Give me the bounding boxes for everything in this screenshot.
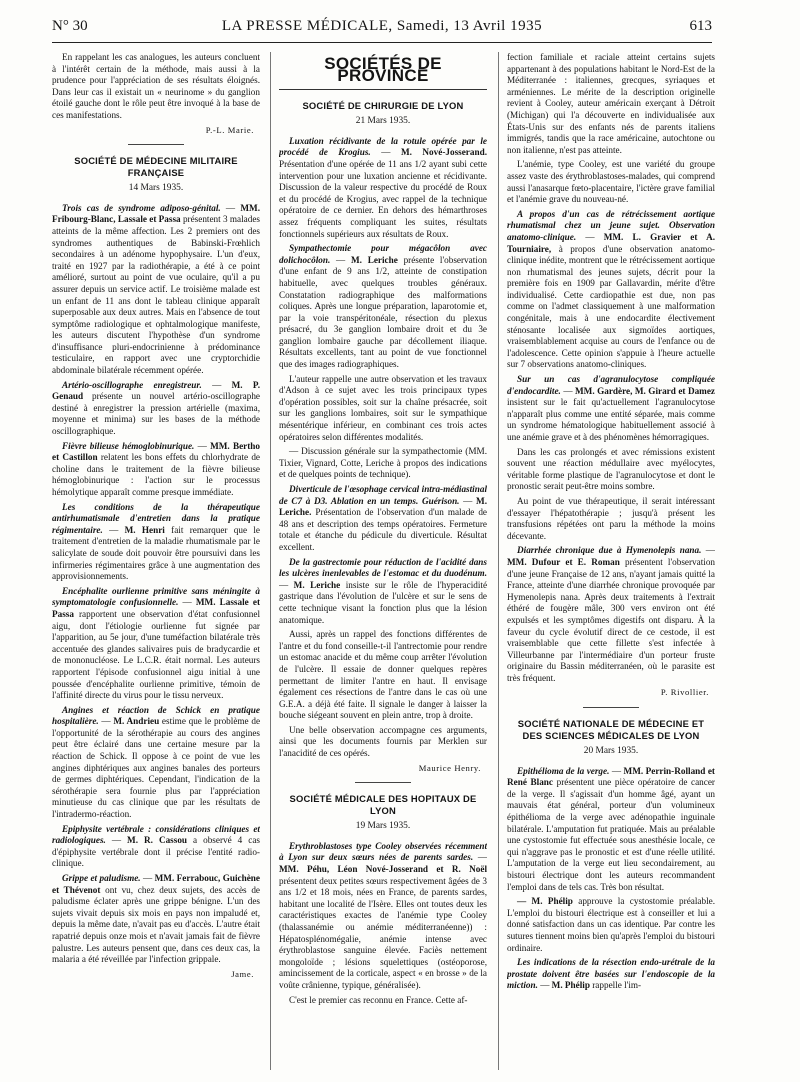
report-list — [507, 209, 715, 685]
report-authors: MM. Lassale et Passa — [52, 597, 260, 619]
report-body: estime que le problème de l'opportunité de la sérothérapie au cours des angines peut être éclairé dans une certaine mesure par la réaction de Schick. Il oppose à ce point de vue les angines diphtériques aux angines banales des porteurs de germes diphtériques. Cependant, l'indication de la sérothérapie sera fournie plus par l'appréciation minutieuse du cas clinique que par les résultats de l'intradermo-réaction. — [52, 716, 260, 820]
report-item — [279, 446, 487, 481]
session-date: 14 Mars 1935. — [128, 183, 184, 194]
report-authors: M. Leriche. — [279, 495, 487, 518]
dash: — — [537, 980, 552, 991]
report-body: relatent les bons effets du chlorhydrate de choline dans le traitement de la fièvre bilieuse hémoglobinurique : l'action sur le processus hémolytique apparaît comme presque immédiate. — [52, 452, 260, 497]
report-list — [279, 136, 487, 760]
report-body: Au point de vue thérapeutique, il serait intéressant d'essayer l'hépatothérapie ; jusqu'à présent les transfusions répétées ont paru la méthode la moins décevante. — [507, 495, 715, 541]
report-body: Présentation de l'observation d'un malade de 48 ans et description des temps opératoires. Fermeture totale et étanche du pédicule du diverticule. Résultat excellent. — [279, 507, 487, 552]
report-authors: MM. Ferrabouc, Guichène et Thévenot — [52, 873, 260, 895]
report-authors: M. Leriche — [351, 254, 398, 265]
report-title: Diarrhée chronique due à Hymenolepis nana. — [517, 545, 702, 556]
dash: — — [330, 254, 351, 265]
report-item — [279, 557, 487, 627]
report-authors: — M. Phélip — [517, 896, 573, 907]
report-body: Dans les cas prolongés et avec rémissions existent souvent une réaction médullaire avec myélocytes, véritable forme plastique de l'agranulocytose et dont le pronostic serait peut-être moins sombre. — [507, 446, 715, 492]
paragraph: En rappelant les cas analogues, les auteurs concluent à l'intérêt certain de la méthode, mais aussi à la prudence pour l'appréciation de ses résultats éloignés. Dans leur cas il existait un « neurinome » du ganglion étoilé gauche dont le rôle peut être invoqué à la base de ces manifestations. — [52, 52, 260, 120]
report-title: Erythroblastoses type Cooley observées récemment à Lyon sur deux sœurs nées de parents sardes. — [279, 840, 487, 863]
report-item — [279, 136, 487, 240]
dash: — — [279, 579, 294, 590]
page-header — [52, 18, 712, 43]
report-title: Sympathectomie pour mégacôlon avec dolichocôlon. — [279, 243, 487, 265]
dash: — — [370, 147, 401, 158]
report-title: Diverticule de l'œsophage cervical intra-médiastinal de C7 à D3. Ablation en un temps. Guérison. — [279, 484, 487, 506]
report-item — [279, 484, 487, 554]
report-body: présentent une pièce opératoire de cancer de la verge. Il s'agissait d'un homme âgé, ayant un mauvais état général, porteur d'un volumineux épithélioma de la verge avec adénopathie inguinale bilatérale. L'amputation fut pratiquée. Mais au préalable une cystostomie fut effectuée sous anesthésie locale, ce qui n'aggrave pas le pronostic et est d'une réelle utilité. L'amputation de la verge eut lieu secondairement, au bistouri électrique dont les auteurs recommandent l'emploi dans de tels cas. Très bon résultat. — [507, 777, 715, 892]
page-number: 613 — [689, 18, 712, 34]
report-body: ont vu, chez deux sujets, des accès de paludisme éclater après une grippe bénigne. L'un des sujets vivait depuis six mois en pays non impaludé et, depuis la même date, n'avait pas eu d'accès. L'autre était rapatrié depuis onze mois et n'avait jamais fait de fièvre palustre. Les auteurs pensent que, dans ces deux cas, la malaria a été réveillée par l'infection grippale. — [52, 884, 260, 965]
report-authors: M. Andrieu — [113, 716, 160, 727]
report-item — [52, 380, 260, 438]
report-body: Aussi, après un rappel des fonctions différentes de l'antre et du fond conseille-t-il l'antrectomie pour rendre un estomac anacide et du même coup arrêter l'évolution de l'ulcère. Il essaie de donner quelques repères permettant de limiter l'antre en haut. Il envisage également ces résections de l'antre dans le cas où une G.E.A. a déjà été faite. Il signale le danger à laisser la bouche siégeant souvent en plein antre, trop à droite. — [279, 629, 487, 721]
report-authors: MM. Gardère, M. Girard et Damez — [574, 385, 715, 396]
report-authors: MM. Bertho et Castillon — [52, 440, 260, 463]
report-body: présentent 3 malades atteints de la même affection. Les 2 premiers ont des syndromes authentiques de Babinski-Frœhlich secondaires à un adénome hypophysaire. L'un d'eux, traité en 1927 par la radiothérapie, a été à ce point amélioré, surtout au point de vue oculaire, qu'il a pu assurer depuis un service actif. Le troisième malade est un enfant de 11 ans dont le tableau clinique apparaît superposable aux deux autres. Mais en l'absence de tout symptôme radiologique et ophtalmologique manifeste, les auteurs discutent l'hypothèse d'un syndrome d'insuffisance pluri-endocrinienne à prédominance testiculaire, en rapport avec une cryptorchidie abdominale bilatérale récemment opérée. — [52, 214, 260, 376]
signature: Maurice Henry. — [418, 762, 481, 773]
report-list — [507, 766, 715, 992]
report-authors: MM. Péhu, Léon Nové-Josserand et R. Noël — [279, 864, 487, 875]
report-item — [52, 873, 260, 966]
report-title: Artério-oscillographe enregistreur. — [62, 379, 202, 390]
dash: — — [220, 202, 241, 213]
dash: — — [194, 440, 211, 451]
report-title: Epiphysite vertébrale : considérations cliniques et radiologiques. — [52, 823, 260, 846]
session-date: 20 Mars 1935. — [583, 746, 639, 757]
report-body: Une belle observation accompagne ces arguments, ainsi que les documents fournis par Merklen sur l'anacidité de ces opérés. — [279, 724, 487, 759]
signature: P.-L. Marie. — [205, 124, 254, 135]
report-title: Les indications de la résection endo-urétrale de la prostate doivent être basées sur l'endoscopie de la miction. — [507, 957, 715, 991]
journal-title: LA PRESSE MÉDICALE, Samedi, 13 Avril 1935 — [221, 18, 543, 34]
society-heading: SOCIÉTÉ NATIONALE DE MÉDECINE ET DES SCIENCES MÉDICALES DE LYON — [517, 718, 705, 742]
report-body: présente l'observation d'une enfant de 9 ans 1/2, atteinte de constipation habituelle, avec quelques troubles généraux. Constatation radiographique des malformations coliques. Après une longue préparation, laparotomie et, par la voie transpéritonéale, résection du plexus présacré, du 3e ganglion lombaire droit et du 3e ganglion lombaire gauche par décollement iliaque. Résultats excellents, tant au point de vue fonctionnel que des images radiographiques. — [279, 254, 487, 370]
column-middle — [279, 52, 487, 1072]
report-authors: M. R. Cassou — [127, 835, 188, 846]
dash: — — [477, 852, 487, 863]
report-item — [507, 496, 715, 542]
report-item — [507, 957, 715, 992]
dash: — — [105, 835, 128, 846]
paragraph: C'est le premier cas reconnu en France. Cette af- — [289, 994, 468, 1005]
separator — [128, 144, 184, 145]
dash: — — [459, 495, 477, 506]
report-title: Encéphalite ourlienne primitive sans méningite à symptomatologie confusionnelle. — [52, 585, 260, 608]
report-body: — Discussion générale sur la sympathectomie (MM. Tixier, Vignard, Cotte, Leriche à propos des indications et de quelques points de technique). — [279, 446, 487, 480]
report-title: Epithélioma de la verge. — [517, 765, 610, 776]
report-body: insiste sur le rôle de l'hyperacidité gastrique dans l'évolution de l'ulcère et sur le sens de cette technique visant la fonction plus que la lésion anatomique. — [279, 579, 487, 625]
dash: — — [560, 385, 575, 396]
report-item — [279, 243, 487, 371]
report-list — [52, 203, 260, 966]
dash: — — [201, 379, 232, 390]
report-authors: M. Henri — [124, 524, 165, 535]
report-item — [279, 629, 487, 722]
dash: — — [140, 873, 155, 883]
report-item — [507, 374, 715, 444]
paragraph: L'anémie, type Cooley, est une variété du groupe assez vaste des érythroblastoses-malades, qui comprend aussi l'anasarque fœto-placentaire, l'ictère grave familial et l'anémie grave du nouveau-né. — [507, 159, 715, 205]
report-title: De la gastrectomie pour réduction de l'acidité dans les ulcères inenlevables de l'estomac et du duodénum. — [279, 556, 487, 579]
column-divider — [270, 52, 271, 1070]
report-item — [52, 586, 260, 702]
report-authors: M. Phélip — [551, 980, 590, 991]
report-item — [507, 209, 715, 371]
report-item — [507, 766, 715, 894]
report-title: Luxation récidivante de la rotule opérée par le procédé de Krogius. — [279, 135, 487, 158]
report-authors: MM. Perrin-Rolland et René Blanc — [507, 765, 715, 788]
report-body: rappelle l'im- — [592, 980, 642, 991]
report-item — [52, 705, 260, 821]
report-body: insistent sur le fait qu'actuellement l'agranulocytose n'apparaît plus comme une entité séparée, mais comme un syndrome hématologique habituellement associé à une anémie grave et à des phénomènes hémorragiques. — [507, 397, 715, 442]
dash: — — [102, 524, 125, 535]
dash: — — [609, 765, 624, 776]
report-title: Les conditions de la thérapeutique antirhumatismale d'entretien dans la pratique régimentaire. — [52, 501, 260, 535]
session-date: 19 Mars 1935. — [355, 821, 411, 832]
report-authors: M. P. Genaud — [52, 379, 260, 402]
issue-number: N° 30 — [52, 18, 88, 34]
column-left — [52, 52, 260, 1072]
report-body: a observé 4 cas d'épiphysite vertébrale dont il précise l'entité radio-clinique. — [52, 835, 260, 869]
report-authors: M. Leriche — [293, 579, 341, 590]
report-title: Trois cas de syndrome adiposo-génital. — [62, 202, 221, 213]
report-body: présentent l'observation d'une jeune Française de 12 ans, n'ayant jamais quitté la France, atteinte d'une diarrhée chronique provoquée par Hymenolepis nana. Après deux traitements à l'extrait éthéré de fougère mâle, 300 vers environ ont été expulsés et les symptômes digestifs ont disparu. À la faveur du cycle évolutif direct de ce cestode, il est vraisemblable que cette fillette s'est infectée à Villeurbanne par l'intermédiaire d'un porteur fruste originaire du Bassin méditerranéen, où le parasite est très fréquent. — [507, 556, 715, 683]
column-right — [507, 52, 715, 1072]
report-item — [279, 374, 487, 444]
dash: — — [576, 231, 604, 242]
report-item — [52, 824, 260, 870]
report-body: approuve la cystostomie préalable. L'emploi du bistouri électrique est à conseiller et lui a donné satisfaction dans un cas identique. Par contre les sutures tiennent moins bien qu'après l'emploi du bistouri ordinaire. — [507, 896, 715, 953]
society-heading: SOCIÉTÉ MÉDICALE DES HOPITAUX DE LYON — [289, 793, 477, 817]
report-item — [52, 502, 260, 583]
report-authors: MM. Fribourg-Blanc, Lassale et Passa — [52, 202, 260, 225]
paragraph: fection familiale et raciale atteint certains sujets appartenant à des populations habitant le Nord-Est de la Méditerranée : italiennes, grecques, syriaques et arméniennes. Le mérite de la description originelle revient à Cooley, auteur américain exerçant à Détroit (Michigan) qui l'a découverte en individualisée aux États-Unis sur des enfants nés de parents italiens immigrés, tandis que la race américaine, autochtone ou non italienne, n'est pas atteinte. — [507, 52, 715, 155]
report-body: rapportent une observation d'état confusionnel aigu, dont l'étiologie ourlienne fut signée par l'apparition, au 5e jour, d'une tuméfaction bilatérale très accentuée des glandes salivaires puis de bradycardie et de mononucléose. Le L.C.R. était normal. Les auteurs rapportent l'épisode confusionnel aigu initial à une poussée d'encéphalite ourlienne primitive, témoin de l'affinité directe du virus pour le tissu nerveux. — [52, 608, 260, 701]
report-item — [279, 725, 487, 760]
report-item — [507, 896, 715, 954]
report-body: Présentation d'une opérée de 11 ans 1/2 ayant subi cette intervention pour une luxation ancienne et récidivante. Discussion de la valeur respective du procédé de Roux et du procédé de Krogius, avec rappel de la technique opératoire de ce dernier. En dehors des hémarthroses assez fréquents compliquant les suites, résultats fonctionnels supérieurs aux résultats de Roux. — [279, 158, 487, 239]
report-body: présente un nouvel artério-oscillographe destiné à enregistrer la pression artérielle (maxima, moyenne et minima) sur les bases de la méthode oscillographique. — [52, 391, 260, 437]
separator — [355, 782, 411, 783]
report-title: A propos d'un cas de rétrécissement aortique rhumatismal chez un jeune sujet. Observation anatomo-clinique. — [507, 208, 715, 242]
report-authors: MM. Dufour et E. Roman — [507, 556, 620, 567]
column-divider — [498, 52, 499, 1070]
session-date: 21 Mars 1935. — [355, 116, 411, 127]
report-body: présentent deux petites sœurs respectivement âgées de 3 ans 1/2 et 18 mois, nées en France, de parents sardes, habitant une localité de l'Isère. Elles ont toutes deux les caractéristiques exactes de l'anémie type Cooley (thalassanémie ou anémie méditerranéenne)) : Hépatosplénomégalie, anémie intense avec érythroblastose sanguine élevée. Faciès nettement mongoloïde ; lésions squelettiques (ostéoporose, amincissement de la corticale, aspect « en brosse » de la voûte crânienne, typique, généralisée). — [279, 875, 487, 990]
signature: Jame. — [231, 968, 254, 979]
report-item — [52, 441, 260, 499]
report-body: L'auteur rappelle une autre observation et les travaux d'Adson à ce sujet avec les trois principaux types d'opération possibles, soit sur la chaîne présacrée, soit sur les ganglions lombaires, soit sur le sympathique mésentérique inférieur, en combinant ces trois actes opératoires selon différentes modalités. — [279, 373, 487, 442]
report-title: Grippe et paludisme. — [62, 873, 141, 883]
report-authors: MM. L. Gravier et A. Tourniaire, — [507, 231, 715, 254]
dash: — — [98, 716, 114, 727]
report-title: Sur un cas d'agranulocytose compliquée d'endocardite. — [507, 374, 715, 396]
report-item — [52, 203, 260, 377]
report-authors: M. Nové-Josserand. — [400, 147, 487, 158]
separator — [583, 707, 639, 708]
section-title: SOCIÉTÉS DE PROVINCE — [279, 58, 487, 90]
report-item — [507, 545, 715, 684]
dash: — — [701, 545, 715, 556]
report-item — [507, 447, 715, 493]
society-heading: SOCIÉTÉ DE MÉDECINE MILITAIRE FRANÇAISE — [74, 155, 238, 179]
society-heading: SOCIÉTÉ DE CHIRURGIE DE LYON — [302, 100, 464, 112]
report-body: fait remarquer que le traitement d'entretien de la maladie rhumatismale par le salicylate de soude doit pouvoir être poursuivi dans les infirmeries régimentaires grâce à une augmentation des approvisionnements. — [52, 524, 260, 582]
report-item — [279, 841, 487, 992]
report-title: Angines et réaction de Schick en pratique hospitalière. — [52, 704, 260, 727]
report-title: Fièvre bilieuse hémoglobinurique. — [62, 440, 195, 451]
signature: P. Rivollier. — [660, 687, 709, 698]
dash: — — [178, 597, 196, 608]
report-body: à propos d'une observation anatomo-clinique inédite, montrent que le rétrécissement aortique non rhumatismal des jeunes sujets, décrit pour la première fois en 1909 par Gallavardin, mérite d'être individualisé. Cette cardiopathie est due, non pas comme on l'admet classiquement à une malformation congénitale, mais à une endocardite électivement sténosante localisée aux sigmoïdes aortiques, vraisemblablement acquise au cours de l'enfance ou de l'adolescence. Cette opinion s'appuie à l'heure actuelle sur 7 observations anatomo-cliniques. — [507, 243, 715, 370]
